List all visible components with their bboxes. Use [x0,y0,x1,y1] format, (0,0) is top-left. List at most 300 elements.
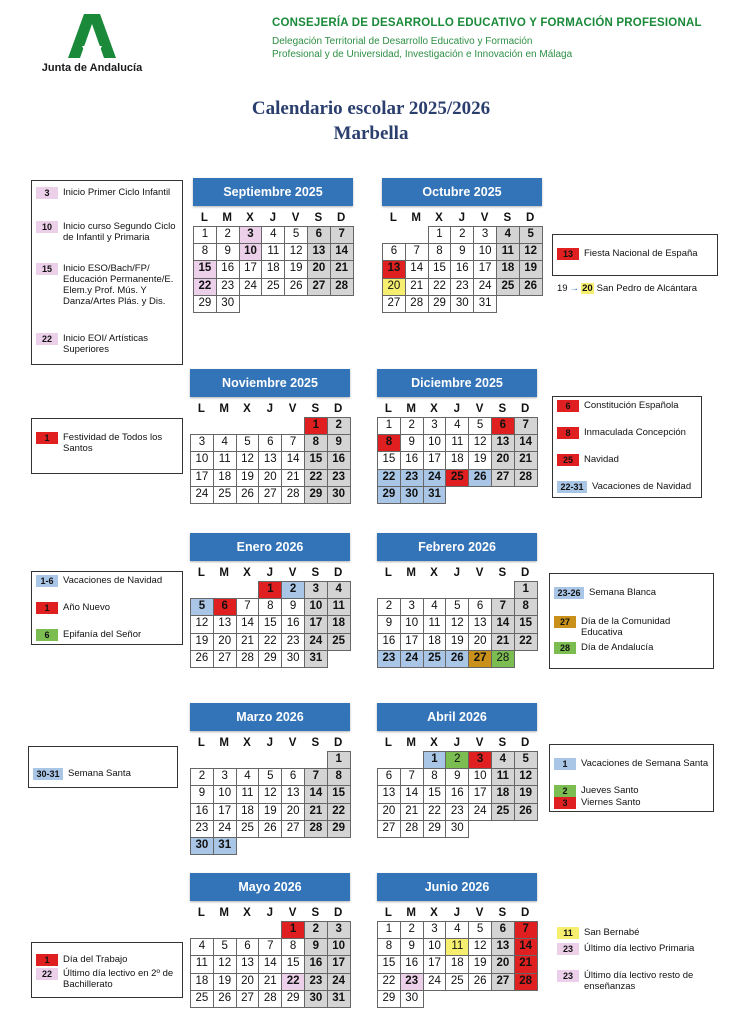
legend-text: Día de Andalucía [581,642,654,653]
legend-text: Vacaciones de Navidad [592,481,692,492]
day-cell: 28 [330,278,354,296]
weekday-label: V [288,567,297,579]
day-cell: 23 [445,803,469,821]
weekday-label: M [219,567,229,579]
weekday-label: S [311,403,320,415]
day-cell: 17 [468,785,492,803]
day-cell: 19 [514,785,538,803]
day-cell: 10 [190,451,214,469]
day-cell: 24 [190,486,214,504]
day-cell: 9 [400,434,424,452]
legend-swatch: 27 [554,616,576,628]
day-grid [377,751,537,837]
day-cell: 10 [304,598,328,616]
day-cell: 14 [304,785,328,803]
day-cell: 23 [450,278,474,296]
day-cell: 14 [405,260,429,278]
day-cell: 13 [377,785,401,803]
day-cell: 11 [213,451,237,469]
legend-item [557,943,699,955]
month-title: Noviembre 2025 [190,369,350,397]
day-cell: 3 [213,768,237,786]
legend-swatch: 13 [557,248,579,260]
day-grid [377,921,537,1007]
day-cell: 22 [514,633,538,651]
weekday-label: L [384,403,392,415]
logo-text: Junta de Andalucía [41,62,143,74]
day-cell: 5 [236,434,260,452]
legend-item [557,454,697,466]
weekday-header [377,735,537,751]
day-cell: 11 [327,598,351,616]
weekday-label: L [197,567,205,579]
day-cell: 4 [496,226,520,244]
day-cell: 29 [327,820,351,838]
day-cell: 21 [514,955,538,973]
day-cell: 27 [281,820,305,838]
weekday-label: J [458,212,465,224]
day-cell: 4 [261,226,285,244]
legend-text: Semana Blanca [589,587,657,598]
day-cell: 26 [213,990,237,1008]
day-cell: 18 [327,615,351,633]
day-cell: 27 [491,469,515,487]
empty-cell [423,581,447,599]
page-title: Calendario escolar 2025/2026 [251,98,491,119]
day-cell: 9 [377,615,401,633]
day-cell: 22 [281,973,305,991]
day-cell: 21 [514,451,538,469]
weekday-label: M [411,212,421,224]
day-grid [190,417,350,503]
legend-september [31,180,183,365]
day-grid [193,226,353,312]
legend-text: Semana Santa [68,768,131,779]
day-cell: 27 [468,650,492,668]
legend-january [31,571,183,645]
weekday-label: V [475,403,484,415]
empty-cell [236,581,260,599]
legend-text: Festividad de Todos los Santos [63,432,163,454]
day-cell: 2 [400,417,424,435]
day-cell: 28 [491,650,515,668]
legend-swatch: 22 [36,333,58,345]
day-cell: 5 [258,768,282,786]
page-subtitle: Marbella [333,123,409,144]
day-cell: 30 [216,295,240,313]
header-org: CONSEJERÍA DE DESARROLLO EDUCATIVO Y FORMACIÓN PROFESIONAL [272,17,702,29]
day-cell: 24 [468,803,492,821]
day-grid [382,226,542,312]
day-cell: 17 [190,469,214,487]
day-cell: 27 [382,295,406,313]
legend-june [553,923,703,999]
legend-text: Vacaciones de Semana Santa [581,758,709,769]
day-cell: 10 [213,785,237,803]
weekday-label: L [384,907,392,919]
day-cell: 4 [327,581,351,599]
legend-swatch: 10 [36,221,58,233]
day-cell: 20 [307,260,331,278]
calendar-april [377,703,537,837]
legend-text: Navidad [584,454,619,465]
day-cell: 12 [445,615,469,633]
day-cell: 5 [468,417,492,435]
day-cell: 30 [400,486,424,504]
legend-swatch: 23 [557,970,579,982]
day-cell: 18 [190,973,214,991]
day-cell: 11 [190,955,214,973]
weekday-label: X [246,212,254,224]
empty-cell [213,751,237,769]
day-cell: 20 [468,633,492,651]
day-cell: 23 [400,973,424,991]
day-cell: 5 [519,226,543,244]
day-cell: 1 [304,417,328,435]
weekday-header [377,401,537,417]
legend-text: Inicio ESO/Bach/FP/ Educación Permanente/E. Elem.y Prof. Mús. Y Danza/Artes Plás. y Dis. [63,263,174,307]
weekday-label: M [406,737,416,749]
day-cell: 17 [213,803,237,821]
day-cell: 11 [445,938,469,956]
weekday-label: M [406,907,416,919]
day-cell: 26 [514,803,538,821]
weekday-label: S [311,737,320,749]
day-cell: 20 [377,803,401,821]
month-title: Abril 2026 [377,703,537,731]
day-cell: 19 [236,469,260,487]
weekday-label: L [197,907,205,919]
day-cell: 24 [239,278,263,296]
day-cell: 16 [281,615,305,633]
day-cell: 1 [377,417,401,435]
day-cell: 11 [491,768,515,786]
day-cell: 16 [377,633,401,651]
month-title: Febrero 2026 [377,533,537,561]
day-cell: 29 [281,990,305,1008]
weekday-label: X [430,907,438,919]
day-cell: 24 [423,469,447,487]
day-cell: 8 [304,434,328,452]
day-cell: 15 [377,451,401,469]
empty-cell [377,581,401,599]
day-cell: 6 [382,243,406,261]
day-cell: 24 [400,650,424,668]
day-cell: 14 [258,955,282,973]
legend-swatch: 28 [554,642,576,654]
calendar-may [190,873,350,1007]
day-cell: 31 [423,486,447,504]
day-cell: 9 [304,938,328,956]
weekday-label: S [498,403,507,415]
weekday-label: L [200,212,208,224]
day-cell: 14 [400,785,424,803]
header-subtitle-line1: Delegación Territorial de Desarrollo Educativo y Formación [272,36,533,47]
legend-april [549,744,714,812]
day-cell: 29 [258,650,282,668]
day-cell: 11 [445,434,469,452]
day-cell: 9 [445,768,469,786]
day-cell: 31 [473,295,497,313]
day-cell: 25 [213,486,237,504]
weekday-label: D [521,737,530,749]
day-cell: 2 [281,581,305,599]
day-cell: 15 [281,955,305,973]
day-cell: 4 [445,921,469,939]
empty-cell [213,581,237,599]
legend-swatch: 22 [36,968,58,980]
day-cell: 16 [190,803,214,821]
day-cell: 15 [428,260,452,278]
weekday-label: V [480,212,489,224]
calendar-december [377,369,537,503]
day-cell: 2 [216,226,240,244]
weekday-label: X [243,403,251,415]
day-cell: 12 [284,243,308,261]
day-cell: 10 [239,243,263,261]
legend-item [557,427,697,439]
day-cell: 30 [304,990,328,1008]
day-cell: 13 [468,615,492,633]
legend-text: Último día lectivo en 2º de Bachillerato [63,968,174,990]
day-cell: 1 [327,751,351,769]
day-cell: 17 [473,260,497,278]
legend-swatch: 1-6 [36,575,58,587]
day-cell: 30 [281,650,305,668]
day-cell: 7 [400,768,424,786]
weekday-label: J [453,737,460,749]
day-cell: 22 [193,278,217,296]
day-cell: 16 [216,260,240,278]
day-cell: 22 [428,278,452,296]
day-cell: 6 [258,434,282,452]
day-cell: 8 [428,243,452,261]
legend-march [28,746,178,788]
day-cell: 26 [468,469,492,487]
day-cell: 10 [423,434,447,452]
empty-cell [190,921,214,939]
day-cell: 29 [423,820,447,838]
calendar-october [382,178,542,312]
day-cell: 19 [213,973,237,991]
day-cell: 7 [304,768,328,786]
month-title: Octubre 2025 [382,178,542,206]
day-cell: 16 [400,955,424,973]
legend-item [36,221,178,243]
day-cell: 1 [281,921,305,939]
day-cell: 26 [236,486,260,504]
day-cell: 9 [216,243,240,261]
day-cell: 28 [400,820,424,838]
empty-cell [258,921,282,939]
day-cell: 26 [258,820,282,838]
day-cell: 6 [281,768,305,786]
legend-item [554,785,709,797]
day-cell: 7 [330,226,354,244]
weekday-label: M [219,403,229,415]
day-cell: 25 [445,469,469,487]
empty-cell [236,921,260,939]
weekday-label: J [269,212,276,224]
day-cell: 8 [377,434,401,452]
empty-cell [281,751,305,769]
day-grid [190,581,350,667]
empty-cell [491,581,515,599]
day-cell: 5 [468,921,492,939]
day-cell: 17 [304,615,328,633]
legend-swatch: 8 [557,427,579,439]
day-cell: 27 [236,990,260,1008]
day-cell: 6 [491,417,515,435]
weekday-label: M [219,907,229,919]
day-cell: 17 [423,955,447,973]
legend-november [31,418,183,474]
legend-item [36,629,178,641]
day-cell: 24 [473,278,497,296]
day-cell: 6 [377,768,401,786]
day-cell: 21 [236,633,260,651]
day-cell: 26 [284,278,308,296]
legend-swatch: 23 [557,943,579,955]
weekday-label: X [430,567,438,579]
day-cell: 16 [400,451,424,469]
day-cell: 25 [496,278,520,296]
weekday-header [382,210,542,226]
legend-text: Inmaculada Concepción [584,427,686,438]
day-cell: 1 [423,751,447,769]
day-cell: 29 [377,486,401,504]
legend-swatch: 6 [36,629,58,641]
day-cell: 13 [236,955,260,973]
day-cell: 15 [327,785,351,803]
day-cell: 15 [514,615,538,633]
day-cell: 28 [405,295,429,313]
day-cell: 3 [190,434,214,452]
legend-item [557,248,713,260]
weekday-label: D [521,567,530,579]
weekday-label: D [521,403,530,415]
weekday-label: S [498,567,507,579]
day-cell: 12 [190,615,214,633]
day-cell: 6 [468,598,492,616]
day-cell: 21 [491,633,515,651]
legend-san-pedro-text: San Pedro de Alcántara [596,283,698,294]
weekday-label: X [430,737,438,749]
day-cell: 12 [519,243,543,261]
legend-item [554,797,709,809]
calendar-november [190,369,350,503]
day-cell: 13 [281,785,305,803]
weekday-label: M [222,212,232,224]
day-cell: 13 [307,243,331,261]
empty-cell [213,921,237,939]
day-cell: 28 [236,650,260,668]
day-cell: 21 [330,260,354,278]
day-cell: 4 [423,598,447,616]
empty-cell [304,751,328,769]
day-cell: 5 [514,751,538,769]
day-grid [377,417,537,503]
day-cell: 4 [236,768,260,786]
empty-cell [190,417,214,435]
legend-text: Epifanía del Señor [63,629,142,640]
day-cell: 25 [423,650,447,668]
day-cell: 17 [327,955,351,973]
day-cell: 13 [258,451,282,469]
day-cell: 23 [377,650,401,668]
weekday-label: X [243,907,251,919]
day-cell: 8 [193,243,217,261]
day-cell: 3 [468,751,492,769]
day-cell: 31 [304,650,328,668]
calendar-september [193,178,353,312]
day-cell: 27 [258,486,282,504]
legend-swatch: 22-31 [557,481,587,493]
day-cell: 11 [423,615,447,633]
legend-item [36,602,178,614]
day-cell: 5 [284,226,308,244]
day-cell: 15 [193,260,217,278]
legend-item [557,481,697,493]
day-cell: 7 [258,938,282,956]
junta-logo [32,12,152,78]
day-cell: 8 [377,938,401,956]
weekday-label: S [498,737,507,749]
legend-san-pedro-to: 20 [582,283,593,294]
junta-logo-icon [66,12,118,60]
day-cell: 20 [281,803,305,821]
day-cell: 16 [445,785,469,803]
legend-february [549,573,714,669]
day-cell: 12 [468,434,492,452]
day-cell: 28 [304,820,328,838]
legend-item [554,758,709,770]
month-title: Septiembre 2025 [193,178,353,206]
day-cell: 30 [450,295,474,313]
day-cell: 26 [468,973,492,991]
weekday-label: J [266,907,273,919]
weekday-label: J [266,403,273,415]
day-cell: 4 [491,751,515,769]
legend-may [31,942,183,998]
day-cell: 29 [193,295,217,313]
day-cell: 31 [327,990,351,1008]
legend-swatch: 23-26 [554,587,584,599]
weekday-label: X [430,403,438,415]
day-cell: 9 [327,434,351,452]
weekday-label: D [526,212,535,224]
weekday-label: S [311,907,320,919]
legend-swatch: 1 [36,432,58,444]
day-cell: 10 [400,615,424,633]
legend-swatch: 1 [36,602,58,614]
weekday-label: D [334,907,343,919]
day-cell: 28 [258,990,282,1008]
day-cell: 7 [514,417,538,435]
day-cell: 8 [258,598,282,616]
day-cell: 16 [327,451,351,469]
month-title: Enero 2026 [190,533,350,561]
day-cell: 3 [423,921,447,939]
day-cell: 21 [281,469,305,487]
day-cell: 4 [445,417,469,435]
day-cell: 3 [473,226,497,244]
weekday-label: L [197,403,205,415]
legend-item [557,927,699,939]
day-cell: 19 [468,955,492,973]
legend-text: Vacaciones de Navidad [63,575,163,586]
day-cell: 11 [261,243,285,261]
